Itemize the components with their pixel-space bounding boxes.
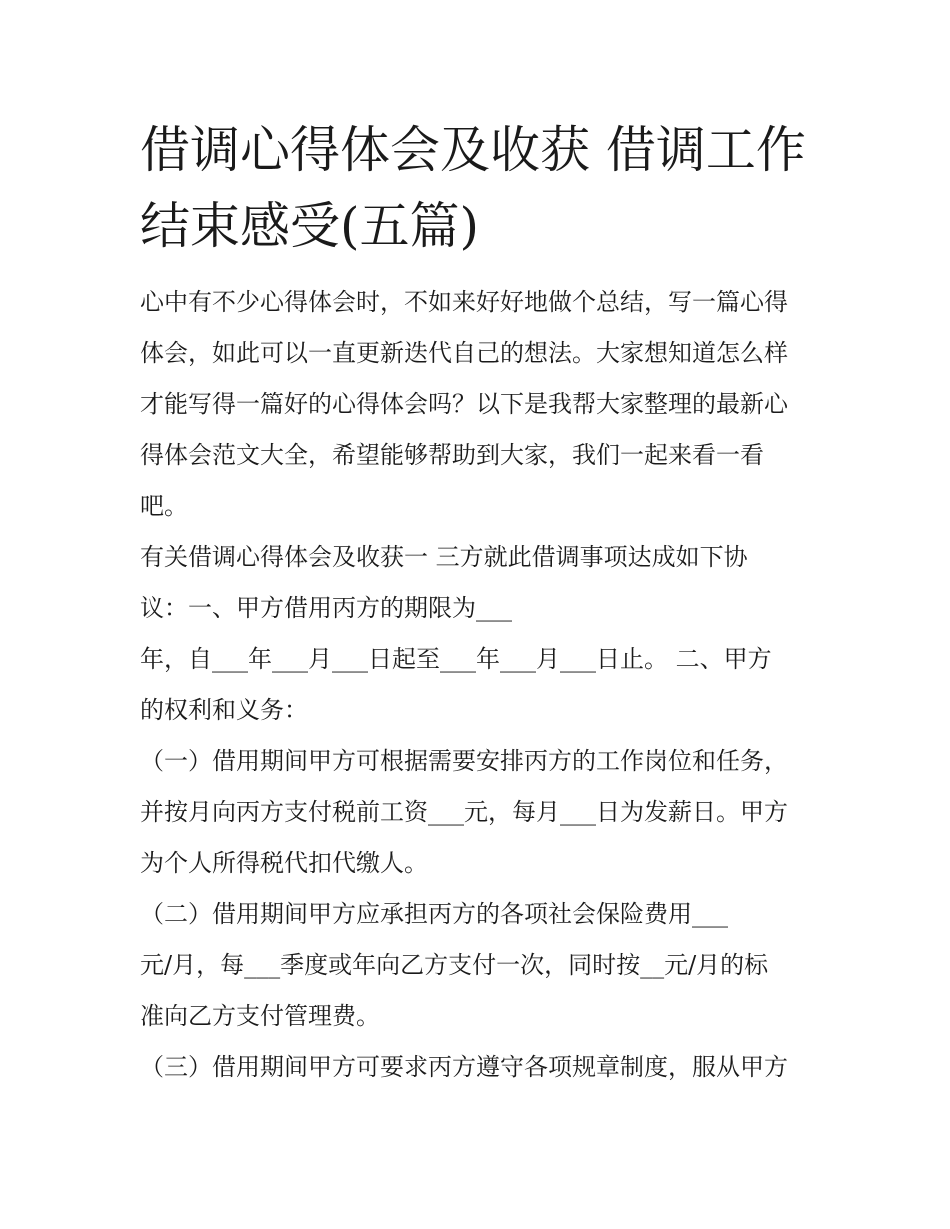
body-line: 议：一、甲方借用丙方的期限为___: [140, 594, 512, 622]
body-line: 有关借调心得体会及收获一 三方就此借调事项达成如下协: [140, 543, 748, 571]
body-line: 为个人所得税代扣代缴人。: [140, 849, 428, 877]
body-line: 得体会范文大全，希望能够帮助到大家，我们一起来看一看: [140, 441, 764, 469]
body-line: （二）借用期间甲方应承担丙方的各项社会保险费用___: [140, 900, 728, 928]
body-line: 才能写得一篇好的心得体会吗？以下是我帮大家整理的最新心: [140, 390, 788, 418]
body-line: 年，自___年___月___日起至___年___月___日止。 二、甲方: [140, 645, 772, 673]
document-body: [140, 277, 830, 1093]
document-title: [140, 112, 820, 264]
body-line: （一）借用期间甲方可根据需要安排丙方的工作岗位和任务，: [140, 747, 788, 775]
title-line: 借调心得体会及收获 借调工作: [140, 121, 806, 179]
body-line: （三）借用期间甲方可要求丙方遵守各项规章制度，服从甲方: [140, 1053, 788, 1081]
body-line: 并按月向丙方支付税前工资___元，每月___日为发薪日。甲方: [140, 798, 788, 826]
body-line: 体会，如此可以一直更新迭代自己的想法。大家想知道怎么样: [140, 339, 788, 367]
body-line: 准向乙方支付管理费。: [140, 1002, 380, 1030]
body-line: 心中有不少心得体会时，不如来好好地做个总结，写一篇心得: [140, 288, 788, 316]
body-line: 的权利和义务：: [140, 696, 308, 724]
body-line: 吧。: [140, 492, 188, 520]
body-line: 元/月，每___季度或年向乙方支付一次，同时按__元/月的标: [140, 951, 769, 979]
title-line: 结束感受(五篇): [140, 197, 480, 255]
